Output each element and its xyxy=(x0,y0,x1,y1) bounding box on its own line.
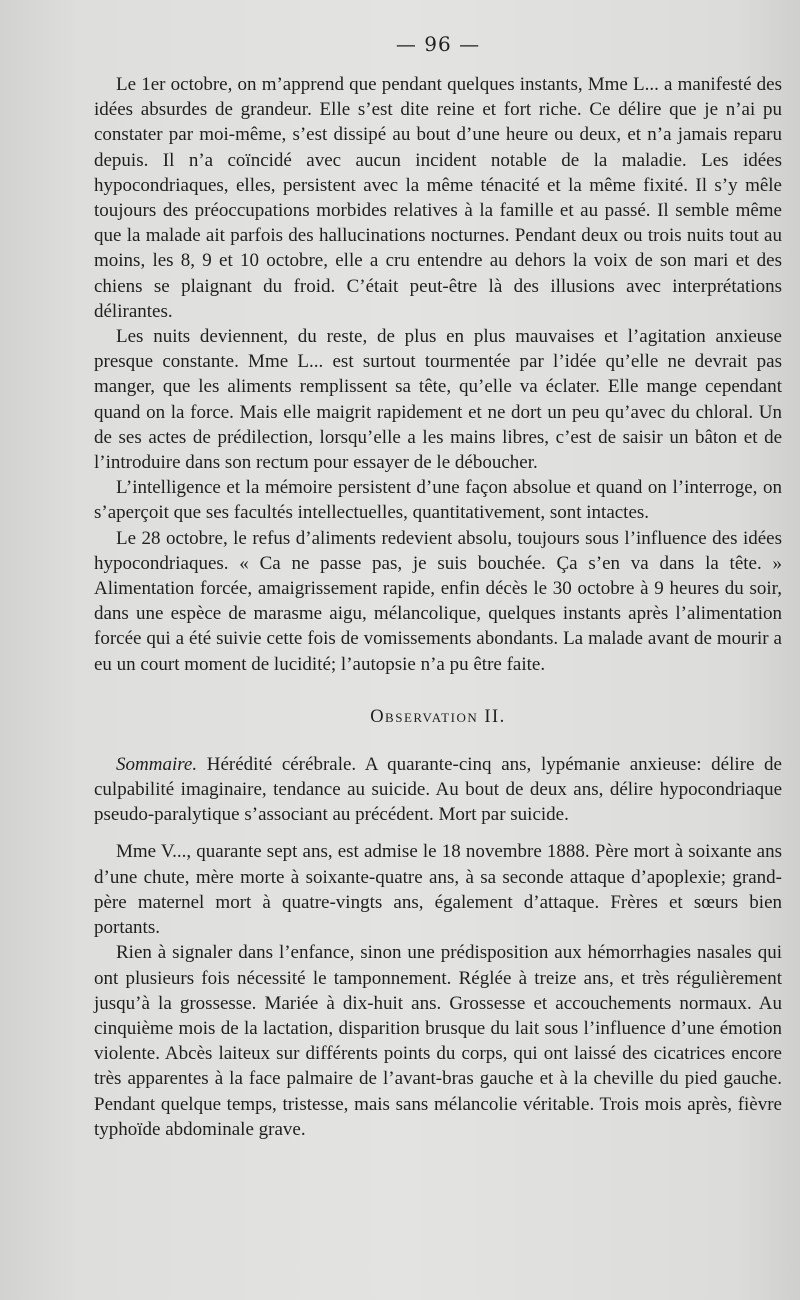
paragraph-2: Les nuits deviennent, du reste, de plus en plus mauvaises et l’agitation anxieuse presque constante. Mme L... est surtout tourmentée par l’idée qu’elle ne devrait pas manger, que les aliments remplissent sa tête, qu’elle va éclater. Elle mange cependant quand on la force. Mais elle maigrit rapidement et ne dort un peu qu’avec du chloral. Un de ses actes de prédilection, lorsqu’elle a les mains libres, c’est de saisir un bâton et de l’introduire dans son rectum pour essayer de le déboucher. xyxy=(94,326,782,474)
paragraph-6: Rien à signaler dans l’enfance, sinon une prédisposition aux hémorrhagies nasales qui ont plusieurs fois nécessité le tamponnement. Réglée à treize ans, et très régulièrement jusqu’à la grossesse. Mariée à dix-huit ans. Grossesse et accouchements normaux. Au cinquième mois de la lactation, disparition brusque du lait sous l’influence d’une émotion violente. Abcès laiteux sur différents points du corps, qui ont laissé des cicatrices encore très apparentes à la face palmaire de l’avant-bras gauche et à la cheville du pied gauche. Pendant quelque temps, tristesse, mais sans mélancolie véritable. Trois mois après, fièvre typhoïde abdominale grave. xyxy=(94,942,782,1140)
summary-paragraph xyxy=(94,752,782,828)
summary-text: Hérédité cérébrale. A quarante-cinq ans, lypémanie anxieuse: délire de culpabilité imaginaire, tendance au suicide. Au bout de deux ans, délire hypocondriaque pseudo-paralytique s’associant au précédent. Mort par suicide. xyxy=(94,753,782,826)
page-number: — 96 — xyxy=(395,32,481,56)
paragraph-5: Mme V..., quarante sept ans, est admise le 18 novembre 1888. Père mort à soixante ans d’une chute, mère morte à soixante-quatre ans, à sa seconde attaque d’apoplexie; grand-père maternel mort à quatre-vingts ans, également d’attaque. Frères et sœurs bien portants. xyxy=(94,841,782,939)
observation-title: Observation II. xyxy=(370,706,506,727)
paragraph-3: L’intelligence et la mémoire persistent d’une façon absolue et quand on l’interroge, on s’aperçoit que ses facultés intellectuelles, quantitativement, sont intactes. xyxy=(94,477,782,524)
paragraph-1: Le 1er octobre, on m’apprend que pendant quelques instants, Mme L... a manifesté des idées absurdes de grandeur. Elle s’est dite reine et fort riche. Ce délire que je n’ai pu constater par moi-même, s’est dissipé au bout d’une heure ou deux, et n’a jamais reparu depuis. Il n’a coïncidé avec aucun incident notable de la maladie. Les idées hypocondriaques, elles, persistent avec la même ténacité et la même fixité. Il s’y mêle toujours des préoccupations morbides relatives à la famille et au passé. Il semble même que la malade ait parfois des hallucinations nocturnes. Pendant deux ou trois nuits tout au moins, les 8, 9 et 10 octobre, elle a cru entendre au dehors la voix de son mari et des chiens se plaignant du froid. C’était peut-être là des illusions avec interprétations délirantes. xyxy=(94,74,782,322)
summary-label: Sommaire. xyxy=(116,753,198,775)
page-content xyxy=(94,32,782,1142)
observation-heading xyxy=(94,707,782,728)
paragraph-4: Le 28 octobre, le refus d’aliments redevient absolu, toujours sous l’influence des idées hypocondriaques. « Ca ne passe pas, je suis bouchée. Ça s’en va dans la tête. » Alimentation forcée, amaigrissement rapide, enfin décès le 30 octobre à 9 heures du soir, dans une espèce de marasme aigu, mélancolique, quelques instants après l’alimentation forcée qui a été suivie cette fois de vomissements abondants. La malade avant de mourir a eu un court moment de lucidité; l’autopsie n’a pu être faite. xyxy=(94,527,782,675)
